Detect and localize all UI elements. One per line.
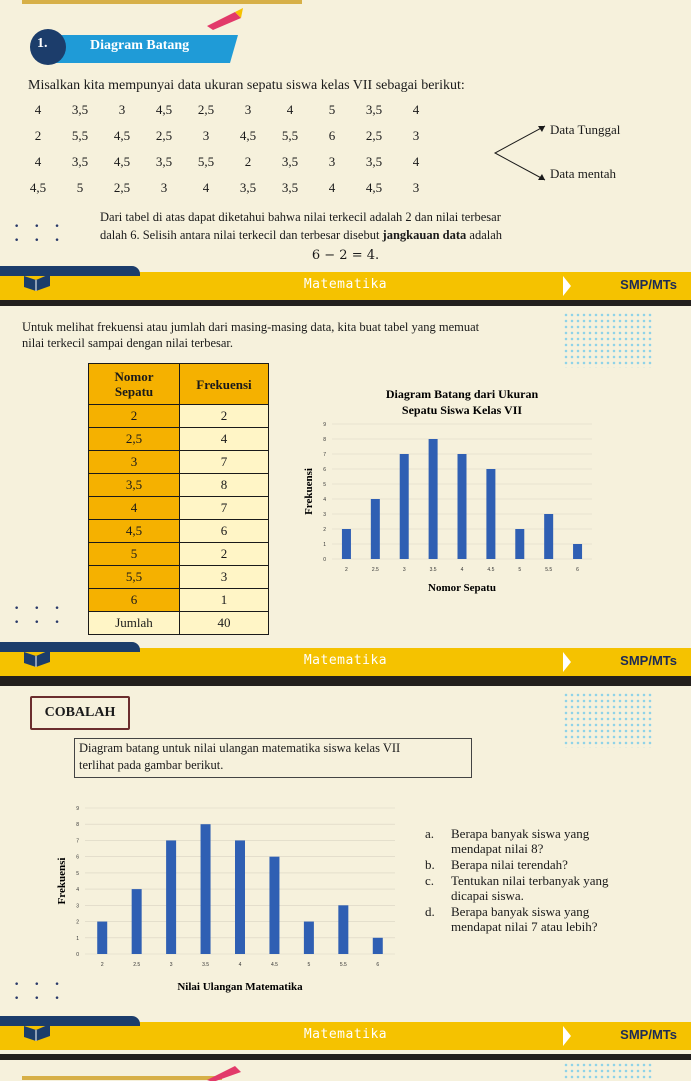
footer-school: SMP/MTs (620, 653, 677, 668)
raw-data-cell: 5 (328, 102, 336, 117)
raw-data-cell: 5 (76, 180, 84, 195)
cell-shoe-size: 3,5 (89, 474, 180, 497)
table-row (89, 543, 269, 566)
cell-shoe-size: 5 (89, 543, 180, 566)
raw-data-row (28, 154, 488, 172)
table-total-row (89, 612, 269, 635)
exam-score-bar-chart (30, 800, 415, 1000)
pencil-icon (205, 1064, 245, 1081)
bar-5 (304, 922, 314, 954)
question-letter: a. (425, 826, 435, 841)
x-tick-label: 4.5 (270, 962, 278, 968)
raw-data-cell: 4 (412, 154, 420, 169)
explain-line-2-text: dalah 6. Selisih antara nilai terkecil dan terbesar disebut (100, 228, 383, 242)
table-row (89, 520, 269, 543)
raw-data-cell: 3,5 (239, 180, 257, 195)
raw-data-cell: 3 (244, 102, 252, 117)
intro-text: Misalkan kita mempunyai data ukuran sepatu siswa kelas VII sebagai berikut: (28, 78, 465, 93)
cell-shoe-size: 6 (89, 589, 180, 612)
cell-frequency: 2 (180, 405, 269, 428)
table-row (89, 451, 269, 474)
footer-school: SMP/MTs (620, 1027, 677, 1042)
prompt-line-1: Diagram batang untuk nilai ulangan matematika siswa kelas VII (79, 741, 401, 755)
x-tick-label: 5.5 (545, 567, 553, 573)
top-rule (22, 0, 302, 4)
decor-dots: • • • • • • (14, 604, 66, 628)
footer-chevron-icon (563, 276, 571, 296)
cell-frequency: 3 (180, 566, 269, 589)
prompt-line-2: terlihat pada gambar berikut. (79, 758, 224, 772)
cell-frequency: 4 (180, 428, 269, 451)
footer-subject: Matematika (303, 1027, 388, 1042)
footer-chevron-icon (563, 652, 571, 672)
raw-data-cell: 4,5 (113, 128, 131, 143)
x-tick-label: 5.5 (339, 962, 347, 968)
bar-3 (400, 454, 409, 559)
raw-data-cell: 4 (412, 102, 420, 117)
table-row (89, 428, 269, 451)
raw-data-cell: 5,5 (71, 128, 89, 143)
shoe-size-bar-chart (292, 384, 612, 604)
explain-bold-term: jangkauan data (382, 228, 467, 242)
table-row (89, 405, 269, 428)
table-row (89, 474, 269, 497)
y-tick-label: 7 (76, 838, 79, 845)
x-tick-label: 3 (169, 962, 173, 968)
bar-4-5 (269, 857, 279, 954)
bar-6 (373, 938, 383, 954)
cobalah-box: COBALAH (30, 696, 130, 730)
y-tick-label: 5 (323, 482, 326, 488)
label-data-mentah: Data mentah (550, 166, 617, 181)
cell-frequency: 7 (180, 451, 269, 474)
x-tick-label: 3 (402, 567, 406, 573)
cell-shoe-size: 2,5 (89, 428, 180, 451)
decor-dot-grid (563, 1062, 653, 1080)
question-item (425, 857, 609, 872)
y-tick-label: 8 (76, 822, 79, 829)
x-tick-label: 2 (100, 962, 104, 968)
raw-data-cell: 3 (160, 180, 168, 195)
cell-shoe-size: 4,5 (89, 520, 180, 543)
raw-data-cell: 2,5 (113, 180, 131, 195)
bar-2-5 (132, 889, 142, 954)
equation: 6 − 2 = 4. (311, 248, 380, 263)
bar-5 (515, 529, 524, 559)
cell-shoe-size: 4 (89, 497, 180, 520)
question-text: Berapa banyak siswa yang (451, 826, 590, 841)
bar-3 (166, 840, 176, 954)
page-1 (0, 0, 691, 300)
question-text: mendapat nilai 8? (451, 841, 544, 856)
bar-5-5 (338, 905, 348, 954)
y-tick-label: 4 (323, 497, 326, 503)
raw-data-cell: 3 (118, 102, 126, 117)
raw-data-row (28, 102, 488, 120)
top-rule (22, 1076, 222, 1080)
raw-data-cell: 5,5 (197, 154, 215, 169)
page-4 (0, 1060, 691, 1081)
table-row (89, 497, 269, 520)
cell-shoe-size: 5,5 (89, 566, 180, 589)
chart-title-line-2: Sepatu Siswa Kelas VII (401, 403, 523, 417)
footer (0, 1022, 691, 1050)
question-text: mendapat nilai 7 atau lebih? (451, 919, 598, 934)
raw-data-row (28, 180, 488, 198)
bar-2-5 (371, 499, 380, 559)
footer-subject: Matematika (303, 653, 388, 668)
raw-data-cell: 4 (328, 180, 336, 195)
section-title: Diagram Batang (90, 38, 190, 53)
raw-data-cell: 4 (34, 102, 42, 117)
cell-shoe-size: 2 (89, 405, 180, 428)
y-tick-label: 7 (323, 452, 326, 458)
raw-data-cell: 3,5 (155, 154, 173, 169)
raw-data-cell: 3,5 (71, 102, 89, 117)
footer-stripe (0, 1016, 140, 1026)
y-tick-label: 0 (323, 557, 326, 563)
y-tick-label: 3 (76, 903, 79, 910)
bar-4 (235, 840, 245, 954)
raw-data-cell: 3 (328, 154, 336, 169)
question-item (425, 904, 609, 934)
raw-data-cell: 5,5 (281, 128, 299, 143)
header-line-1: Nomor (114, 369, 154, 384)
y-tick-label: 2 (323, 527, 326, 533)
raw-data-cell: 3 (202, 128, 210, 143)
x-tick-label: 2.5 (371, 567, 379, 573)
total-label: Jumlah (89, 612, 180, 635)
y-tick-label: 0 (76, 952, 79, 958)
x-axis-label: Nilai Ulangan Matematika (177, 981, 303, 993)
question-item (425, 826, 609, 856)
raw-data-cell: 3,5 (71, 154, 89, 169)
y-tick-label: 8 (323, 437, 326, 443)
raw-data-cell: 4 (34, 154, 42, 169)
raw-data-cell: 2,5 (155, 128, 173, 143)
explain-line-1: Dari tabel di atas dapat diketahui bahwa nilai terkecil adalah 2 dan nilai terbesar (100, 210, 501, 224)
y-tick-label: 6 (76, 854, 79, 861)
raw-data-cell: 3,5 (365, 154, 383, 169)
raw-data-cell: 2 (244, 154, 252, 169)
raw-data-cell: 3,5 (281, 180, 299, 195)
page-3 (0, 686, 691, 1054)
x-tick-label: 3.5 (429, 567, 437, 573)
raw-data-cell: 2 (34, 128, 42, 143)
question-list (425, 826, 609, 935)
footer-stripe (0, 266, 140, 276)
raw-data-cell: 4 (202, 180, 210, 195)
explain-line-2-end: adalah (466, 228, 503, 242)
chart-title-line-1: Diagram Batang dari Ukuran (385, 387, 539, 401)
x-tick-label: 3.5 (202, 962, 210, 968)
footer-subject: Matematika (303, 277, 388, 292)
x-tick-label: 6 (576, 567, 579, 573)
table-row (89, 566, 269, 589)
cell-frequency: 7 (180, 497, 269, 520)
decor-dot-grid (563, 692, 653, 748)
x-tick-label: 2.5 (133, 962, 141, 968)
bar-3-5 (429, 439, 438, 559)
cell-shoe-size: 3 (89, 451, 180, 474)
raw-data-cell: 2,5 (365, 128, 383, 143)
y-tick-label: 6 (323, 467, 326, 473)
header-frekuensi: Frekuensi (180, 364, 269, 405)
header-line-2: Sepatu (114, 384, 154, 399)
bar-2 (342, 529, 351, 559)
x-tick-label: 4.5 (487, 567, 495, 573)
raw-data-cell: 3,5 (365, 102, 383, 117)
frequency-table (88, 363, 269, 635)
x-tick-label: 5 (518, 567, 522, 573)
explain-line-2 (100, 228, 502, 243)
footer (0, 648, 691, 676)
y-tick-label: 1 (76, 935, 79, 942)
footer-school: SMP/MTs (620, 277, 677, 292)
section-number: 1. (37, 36, 48, 51)
question-text: Tentukan nilai terbanyak yang (451, 873, 609, 888)
x-tick-label: 2 (345, 567, 348, 573)
question-item (425, 873, 609, 903)
y-tick-label: 5 (76, 870, 79, 877)
raw-data-cell: 3,5 (281, 154, 299, 169)
raw-data-cell: 6 (328, 128, 336, 143)
y-tick-label: 9 (323, 422, 326, 428)
x-tick-label: 4 (238, 962, 242, 968)
decor-dots: • • • • • • (14, 980, 66, 1004)
y-axis-label: Frekuensi (303, 468, 315, 515)
raw-data-cell: 3 (412, 128, 420, 143)
question-text: Berapa nilai terendah? (451, 857, 568, 872)
x-tick-label: 5 (307, 962, 311, 968)
header-nomor-sepatu (89, 364, 180, 405)
bar-5-5 (544, 514, 553, 559)
y-tick-label: 9 (76, 806, 79, 812)
label-data-tunggal: Data Tunggal (550, 122, 621, 137)
y-tick-label: 2 (76, 919, 79, 926)
cell-frequency: 2 (180, 543, 269, 566)
question-letter: b. (425, 857, 435, 872)
raw-data-cell: 4,5 (113, 154, 131, 169)
x-axis-label: Nomor Sepatu (428, 582, 496, 594)
y-tick-label: 1 (323, 542, 326, 548)
intro-line-1: Untuk melihat frekuensi atau jumlah dari masing-masing data, kita buat tabel yang memuat (22, 320, 480, 334)
question-text: dicapai siswa. (451, 888, 524, 903)
footer-chevron-icon (563, 1026, 571, 1046)
footer (0, 272, 691, 300)
y-axis-label: Frekuensi (56, 857, 68, 905)
question-text: Berapa banyak siswa yang (451, 904, 590, 919)
x-tick-label: 6 (376, 962, 380, 968)
y-tick-label: 3 (323, 512, 326, 518)
cell-frequency: 6 (180, 520, 269, 543)
bar-4-5 (486, 469, 495, 559)
raw-data-cell: 4,5 (155, 102, 173, 117)
raw-data-cell: 4,5 (29, 180, 47, 195)
cell-frequency: 8 (180, 474, 269, 497)
prompt-box (74, 738, 472, 778)
page-2 (0, 306, 691, 676)
table-row (89, 589, 269, 612)
question-letter: c. (425, 873, 435, 888)
bar-2 (97, 922, 107, 954)
bracket-arrows (490, 118, 550, 188)
bar-4 (458, 454, 467, 559)
cell-frequency: 1 (180, 589, 269, 612)
raw-data-cell: 3 (412, 180, 420, 195)
raw-data-cell: 2,5 (197, 102, 215, 117)
y-tick-label: 4 (76, 887, 79, 894)
footer-stripe (0, 642, 140, 652)
bar-6 (573, 544, 582, 559)
decor-dot-grid (563, 312, 653, 368)
decor-dots: • • • • • • (14, 222, 66, 246)
question-letter: d. (425, 904, 435, 919)
raw-data-cell: 4,5 (239, 128, 257, 143)
raw-data-row (28, 128, 488, 146)
x-tick-label: 4 (460, 567, 464, 573)
intro-line-2: nilai terkecil sampai dengan nilai terbesar. (22, 336, 234, 350)
bar-3-5 (201, 824, 211, 954)
total-value: 40 (180, 612, 269, 635)
raw-data-cell: 4,5 (365, 180, 383, 195)
raw-data-cell: 4 (286, 102, 294, 117)
